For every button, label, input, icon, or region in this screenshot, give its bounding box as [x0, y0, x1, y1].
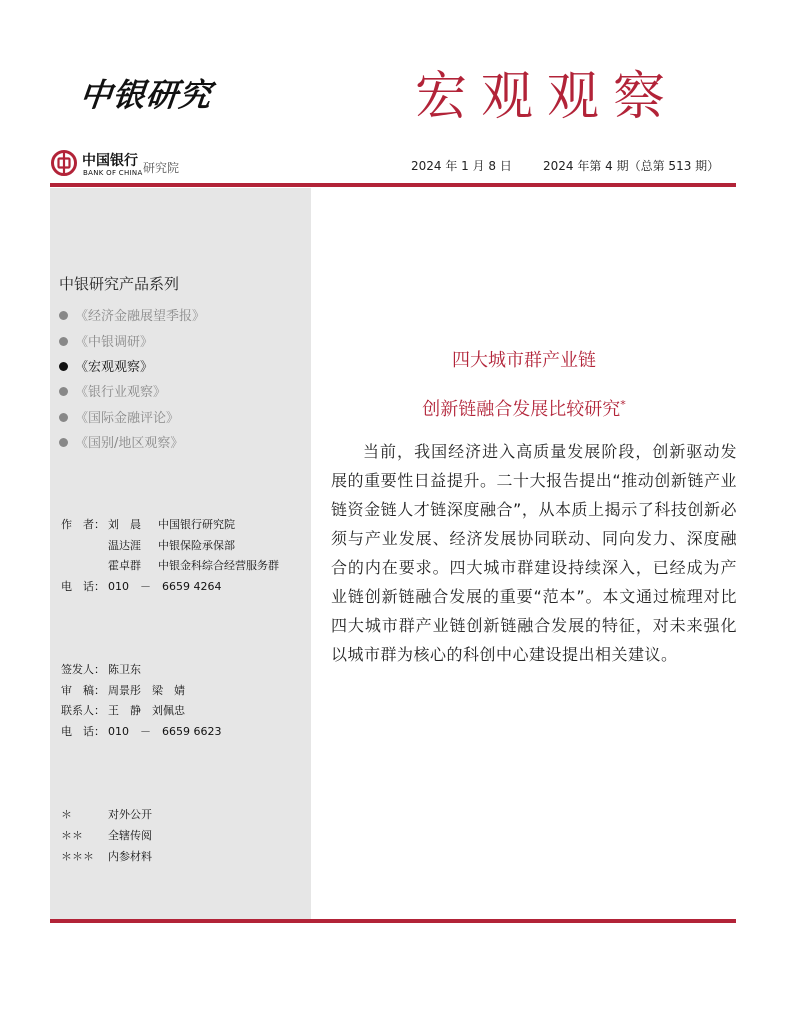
issuer-label: 签发人：	[61, 663, 105, 676]
bank-name-en: BANK OF CHINA	[83, 169, 143, 177]
footnote-mark: *	[620, 398, 626, 411]
contact-names: 王 静 刘佩忠	[108, 704, 185, 717]
product-item[interactable]: 《中银调研》	[59, 331, 153, 350]
product-item-active[interactable]: 《宏观观察》	[59, 356, 153, 375]
institute-label: 研究院	[143, 161, 180, 175]
sidebar-panel	[50, 188, 311, 920]
product-item[interactable]: 《经济金融展望季报》	[59, 305, 205, 324]
author-name: 温达涯	[108, 539, 141, 552]
bottom-divider	[50, 919, 736, 923]
sidebar-heading: 中银研究产品系列	[59, 275, 180, 293]
issue-number: 2024 年第 4 期（总第 513 期）	[543, 159, 720, 173]
contact-phone: 010 － 6659 6623	[108, 725, 222, 738]
bullet-icon	[59, 387, 68, 396]
level-mark: ＊＊	[61, 829, 83, 842]
bullet-icon	[59, 337, 68, 346]
contact-label: 联系人：	[61, 704, 105, 717]
level-label: 内参材料	[108, 850, 152, 863]
bank-name-cn: 中国银行	[82, 153, 138, 169]
product-item[interactable]: 《国别/地区观察》	[59, 432, 183, 451]
article-title-line1: 四大城市群产业链	[452, 350, 596, 371]
level-label: 全辖传阅	[108, 829, 152, 842]
author-label: 作 者：	[61, 518, 105, 531]
top-divider	[50, 183, 736, 187]
article-title-line2: 创新链融合发展比较研究*	[422, 398, 626, 420]
issuer-name: 陈卫东	[108, 663, 141, 676]
review-label: 审 稿：	[61, 684, 105, 697]
phone-label: 电 话：	[61, 580, 105, 593]
phone-label: 电 话：	[61, 725, 105, 738]
bullet-icon	[59, 413, 68, 422]
author-name: 刘 晨	[108, 518, 141, 531]
product-item[interactable]: 《国际金融评论》	[59, 407, 179, 426]
review-names: 周景彤 梁 婧	[108, 684, 185, 697]
article-summary: 当前，我国经济进入高质量发展阶段，创新驱动发展的重要性日益提升。二十大报告提出“推动创新链产业链资金链人才链深度融合”，从本质上揭示了科技创新必须与产业发展、经济发展协同联动、同向发力、深度融合的内在要求。四大城市群建设持续深入，已经成为产业链创新链融合发展的重要“范本”。本文通过梳理对比四大城市群产业链创新链融合发展的特征，对未来强化以城市群为核心的科创中心建设提出相关建议。	[331, 442, 737, 664]
bullet-icon	[59, 362, 68, 371]
level-label: 对外公开	[108, 808, 152, 821]
series-title: 宏观观察	[415, 67, 680, 127]
bullet-icon	[59, 438, 68, 447]
bullet-icon	[59, 311, 68, 320]
author-org: 中银金科综合经营服务群	[158, 559, 279, 572]
bank-of-china-logo-icon	[51, 150, 77, 176]
author-name: 霍卓群	[108, 559, 141, 572]
author-org: 中国银行研究院	[158, 518, 235, 531]
brand-logo-text: 中银研究	[77, 76, 214, 114]
level-mark: ＊	[61, 808, 72, 821]
publish-date: 2024 年 1 月 8 日	[411, 159, 512, 173]
author-phone: 010 － 6659 4264	[108, 580, 222, 593]
product-item[interactable]: 《银行业观察》	[59, 381, 166, 400]
author-org: 中银保险承保部	[158, 539, 235, 552]
level-mark: ＊＊＊	[61, 850, 94, 863]
